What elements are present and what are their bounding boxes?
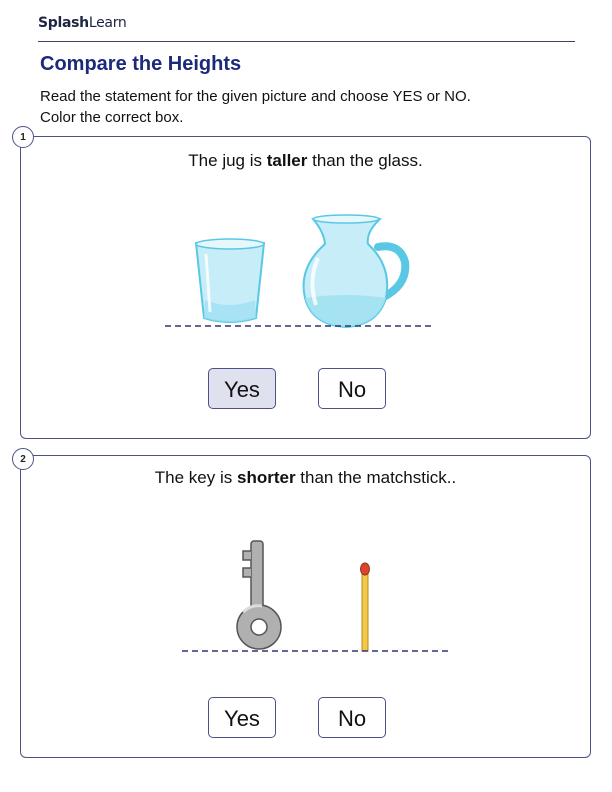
yes-button-2[interactable]: Yes	[208, 697, 276, 738]
brand-logo: SplashLearn	[38, 15, 127, 31]
instruction-line-2: Color the correct box.	[40, 109, 184, 126]
no-button-2[interactable]: No	[318, 697, 386, 738]
question-statement-1: The jug is taller than the glass.	[188, 151, 423, 170]
jug-icon	[304, 215, 406, 327]
instruction-line-1: Read the statement for the given picture and choose YES or NO.	[40, 88, 471, 105]
question-statement-2: The key is shorter than the matchstick..	[154, 468, 457, 487]
question-card-2	[20, 455, 591, 758]
yes-button-1[interactable]: Yes	[208, 368, 276, 409]
glass-icon	[196, 239, 264, 322]
no-button-1[interactable]: No	[318, 368, 386, 409]
worksheet-title: Compare the Heights	[40, 53, 242, 75]
question-number-badge-1: 1	[12, 126, 34, 148]
question-number-badge-2: 2	[12, 448, 34, 470]
